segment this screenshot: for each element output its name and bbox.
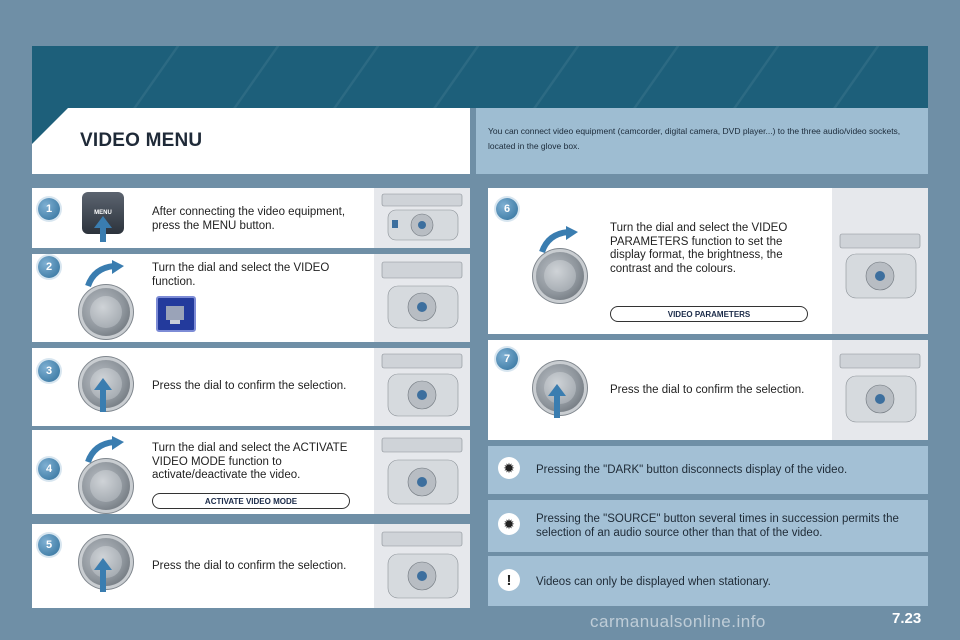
dial-knob-icon (82, 462, 130, 510)
step-6-text: Turn the dial and select the VIDEO PARAMETERS function to set the display format, the brightness, the contrast and the colours. (610, 222, 788, 275)
control-panel-illustration (374, 430, 470, 514)
step-6 (488, 188, 928, 334)
note-stationary (488, 556, 928, 606)
warning-icon: ! (498, 569, 520, 591)
arrow-up-icon (94, 216, 112, 242)
video-parameters-pill: VIDEO PARAMETERS (610, 306, 808, 322)
control-panel-illustration (832, 188, 928, 334)
step-5-text: Press the dial to confirm the selection. (152, 560, 347, 572)
activate-video-mode-pill: ACTIVATE VIDEO MODE (152, 493, 350, 509)
step-7 (488, 340, 928, 440)
sun-icon: ✹ (498, 513, 520, 535)
arrow-up-icon (548, 384, 566, 418)
control-panel-icon (380, 192, 464, 244)
intro-text: You can connect video equipment (camcorder, digital camera, DVD player...) to the three audio/video sockets, located in the glove box. (488, 126, 901, 151)
control-panel-illustration (374, 188, 470, 248)
rotate-arrow-icon (84, 260, 124, 288)
step-1 (32, 188, 470, 248)
step-4 (32, 430, 470, 514)
step-1-badge: 1 (38, 198, 60, 220)
video-function-icon (156, 296, 196, 332)
note-stationary-text: Videos can only be displayed when stationary. (536, 576, 771, 588)
control-panel-illustration (374, 348, 470, 426)
note-source (488, 500, 928, 552)
arrow-up-icon (94, 378, 112, 412)
step-2 (32, 254, 470, 342)
banner-corner (32, 108, 68, 144)
header-banner (32, 46, 928, 108)
rotate-arrow-icon (538, 226, 578, 254)
watermark: carmanualsonline.info (590, 612, 766, 631)
step-4-text: Turn the dial and select the ACTIVATE VIDEO MODE function to activate/deactivate the video. (152, 442, 348, 481)
note-source-text: Pressing the "SOURCE" button several times in succession permits the selection of an audio source other than that of the video. (536, 513, 899, 539)
step-3-text: Press the dial to confirm the selection. (152, 380, 347, 392)
control-panel-icon (380, 528, 464, 604)
page-title: VIDEO MENU (80, 130, 203, 151)
rotate-arrow-icon (84, 436, 124, 464)
step-2-badge: 2 (38, 256, 60, 278)
step-1-text: After connecting the video equipment, press the MENU button. (152, 206, 346, 232)
dial-knob-icon (82, 288, 130, 336)
control-panel-icon (380, 352, 464, 422)
step-5 (32, 524, 470, 608)
control-panel-icon (838, 344, 922, 436)
step-5-badge: 5 (38, 534, 60, 556)
control-panel-icon (380, 258, 464, 338)
control-panel-illustration (832, 340, 928, 440)
arrow-up-icon (94, 558, 112, 592)
step-2-text: Turn the dial and select the VIDEO function. (152, 262, 330, 288)
control-panel-illustration (374, 254, 470, 342)
step-4-badge: 4 (38, 458, 60, 480)
control-panel-icon (380, 434, 464, 510)
step-7-badge: 7 (496, 348, 518, 370)
sun-icon: ✹ (498, 457, 520, 479)
note-dark (488, 446, 928, 494)
step-3-badge: 3 (38, 360, 60, 382)
step-3 (32, 348, 470, 426)
dial-knob-icon (536, 252, 584, 300)
menu-button-label: MENU (94, 210, 112, 216)
control-panel-illustration (374, 524, 470, 608)
note-dark-text: Pressing the "DARK" button disconnects display of the video. (536, 464, 848, 476)
page-number: 7.23 (892, 610, 922, 627)
control-panel-icon (838, 192, 922, 330)
step-7-text: Press the dial to confirm the selection. (610, 384, 805, 396)
step-6-badge: 6 (496, 198, 518, 220)
